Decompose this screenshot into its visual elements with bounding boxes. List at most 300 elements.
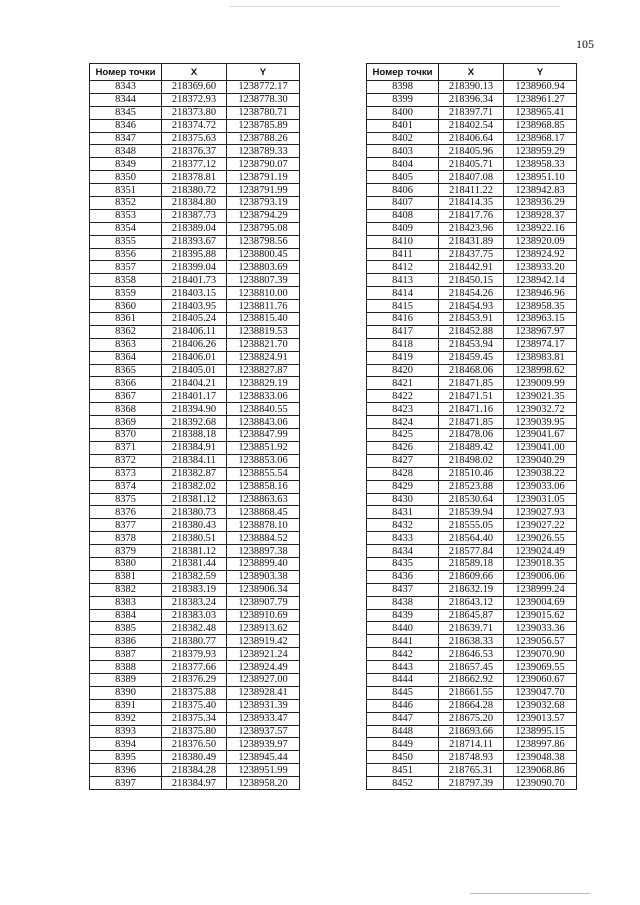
- x-coordinate-cell: 218401.17: [162, 390, 227, 403]
- point-number-cell: 8390: [90, 686, 162, 699]
- y-coordinate-cell: 1238951.10: [504, 171, 577, 184]
- point-number-cell: 8422: [367, 390, 439, 403]
- y-coordinate-cell: 1238939.97: [227, 738, 300, 751]
- table-row: [367, 274, 577, 287]
- point-number-cell: 8382: [90, 583, 162, 596]
- table-row: [90, 300, 300, 313]
- header-point-number: Номер точки: [90, 64, 162, 81]
- point-number-cell: 8428: [367, 467, 439, 480]
- table-row: [90, 158, 300, 171]
- table-row: [90, 81, 300, 94]
- point-number-cell: 8354: [90, 222, 162, 235]
- y-coordinate-cell: 1238810.00: [227, 287, 300, 300]
- point-number-cell: 8402: [367, 132, 439, 145]
- point-number-cell: 8381: [90, 570, 162, 583]
- y-coordinate-cell: 1238961.27: [504, 93, 577, 106]
- table-row: [367, 287, 577, 300]
- y-coordinate-cell: 1239060.67: [504, 673, 577, 686]
- table-row: [367, 480, 577, 493]
- x-coordinate-cell: 218397.71: [439, 106, 504, 119]
- table-row: [90, 338, 300, 351]
- table-row: [367, 403, 577, 416]
- table-header-row: [367, 64, 577, 81]
- x-coordinate-cell: 218638.33: [439, 635, 504, 648]
- y-coordinate-cell: 1239039.95: [504, 416, 577, 429]
- point-number-cell: 8446: [367, 699, 439, 712]
- table-row: [90, 661, 300, 674]
- x-coordinate-cell: 218384.97: [162, 777, 227, 790]
- point-number-cell: 8369: [90, 416, 162, 429]
- y-coordinate-cell: 1238919.42: [227, 635, 300, 648]
- table-row: [90, 184, 300, 197]
- table-row: [367, 132, 577, 145]
- point-number-cell: 8389: [90, 673, 162, 686]
- x-coordinate-cell: 218530.64: [439, 493, 504, 506]
- table-row: [367, 777, 577, 790]
- y-coordinate-cell: 1238878.10: [227, 519, 300, 532]
- scan-artifact-top: [230, 6, 560, 7]
- y-coordinate-cell: 1238995.15: [504, 725, 577, 738]
- y-coordinate-cell: 1238785.89: [227, 119, 300, 132]
- table-row: [367, 106, 577, 119]
- x-coordinate-cell: 218375.80: [162, 725, 227, 738]
- point-number-cell: 8405: [367, 171, 439, 184]
- y-coordinate-cell: 1238922.16: [504, 222, 577, 235]
- x-coordinate-cell: 218459.45: [439, 351, 504, 364]
- table-row: [90, 248, 300, 261]
- point-number-cell: 8420: [367, 364, 439, 377]
- point-number-cell: 8416: [367, 313, 439, 326]
- y-coordinate-cell: 1238803.69: [227, 261, 300, 274]
- point-number-cell: 8433: [367, 532, 439, 545]
- table-row: [90, 570, 300, 583]
- point-number-cell: 8430: [367, 493, 439, 506]
- x-coordinate-cell: 218489.42: [439, 441, 504, 454]
- point-number-cell: 8363: [90, 338, 162, 351]
- x-coordinate-cell: 218675.20: [439, 712, 504, 725]
- point-number-cell: 8412: [367, 261, 439, 274]
- table-row: [367, 673, 577, 686]
- point-number-cell: 8385: [90, 622, 162, 635]
- table-row: [367, 467, 577, 480]
- table-row: [90, 699, 300, 712]
- table-row: [367, 532, 577, 545]
- table-row: [367, 764, 577, 777]
- y-coordinate-cell: 1238793.19: [227, 197, 300, 210]
- table-row: [90, 596, 300, 609]
- point-number-cell: 8377: [90, 519, 162, 532]
- table-row: [367, 81, 577, 94]
- x-coordinate-cell: 218383.03: [162, 609, 227, 622]
- x-coordinate-cell: 218401.73: [162, 274, 227, 287]
- y-coordinate-cell: 1239048.38: [504, 751, 577, 764]
- point-number-cell: 8357: [90, 261, 162, 274]
- point-number-cell: 8403: [367, 145, 439, 158]
- y-coordinate-cell: 1238811.76: [227, 300, 300, 313]
- y-coordinate-cell: 1238815.40: [227, 313, 300, 326]
- point-number-cell: 8435: [367, 557, 439, 570]
- table-row: [90, 725, 300, 738]
- table-row: [367, 570, 577, 583]
- point-number-cell: 8350: [90, 171, 162, 184]
- table-row: [90, 545, 300, 558]
- table-row: [90, 777, 300, 790]
- y-coordinate-cell: 1238998.62: [504, 364, 577, 377]
- table-row: [90, 119, 300, 132]
- y-coordinate-cell: 1238855.54: [227, 467, 300, 480]
- y-coordinate-cell: 1238937.57: [227, 725, 300, 738]
- x-coordinate-cell: 218389.04: [162, 222, 227, 235]
- point-number-cell: 8442: [367, 648, 439, 661]
- point-number-cell: 8391: [90, 699, 162, 712]
- point-number-cell: 8388: [90, 661, 162, 674]
- x-coordinate-cell: 218645.87: [439, 609, 504, 622]
- point-number-cell: 8393: [90, 725, 162, 738]
- table-row: [90, 390, 300, 403]
- table-row: [367, 506, 577, 519]
- x-coordinate-cell: 218380.51: [162, 532, 227, 545]
- table-row: [367, 429, 577, 442]
- x-coordinate-cell: 218431.89: [439, 235, 504, 248]
- y-coordinate-cell: 1238884.52: [227, 532, 300, 545]
- y-coordinate-cell: 1239026.55: [504, 532, 577, 545]
- table-row: [367, 738, 577, 751]
- table-row: [90, 622, 300, 635]
- header-x: X: [439, 64, 504, 81]
- table-row: [90, 93, 300, 106]
- table-row: [90, 287, 300, 300]
- x-coordinate-cell: 218392.68: [162, 416, 227, 429]
- y-coordinate-cell: 1239041.67: [504, 429, 577, 442]
- x-coordinate-cell: 218382.02: [162, 480, 227, 493]
- point-number-cell: 8414: [367, 287, 439, 300]
- x-coordinate-cell: 218399.04: [162, 261, 227, 274]
- y-coordinate-cell: 1238819.53: [227, 325, 300, 338]
- x-coordinate-cell: 218403.15: [162, 287, 227, 300]
- y-coordinate-cell: 1238824.91: [227, 351, 300, 364]
- table-row: [367, 635, 577, 648]
- y-coordinate-cell: 1238897.38: [227, 545, 300, 558]
- x-coordinate-cell: 218382.59: [162, 570, 227, 583]
- table-row: [90, 145, 300, 158]
- x-coordinate-cell: 218381.44: [162, 557, 227, 570]
- x-coordinate-cell: 218748.93: [439, 751, 504, 764]
- point-number-cell: 8447: [367, 712, 439, 725]
- y-coordinate-cell: 1239004.69: [504, 596, 577, 609]
- table-row: [367, 661, 577, 674]
- x-coordinate-cell: 218589.18: [439, 557, 504, 570]
- y-coordinate-cell: 1238772.17: [227, 81, 300, 94]
- y-coordinate-cell: 1238959.29: [504, 145, 577, 158]
- point-number-cell: 8344: [90, 93, 162, 106]
- header-point-number: Номер точки: [367, 64, 439, 81]
- point-number-cell: 8365: [90, 364, 162, 377]
- point-number-cell: 8361: [90, 313, 162, 326]
- y-coordinate-cell: 1238853.06: [227, 454, 300, 467]
- x-coordinate-cell: 218404.21: [162, 377, 227, 390]
- x-coordinate-cell: 218661.55: [439, 686, 504, 699]
- x-coordinate-cell: 218632.19: [439, 583, 504, 596]
- point-number-cell: 8436: [367, 570, 439, 583]
- x-coordinate-cell: 218454.26: [439, 287, 504, 300]
- coordinates-table-right: [366, 63, 577, 790]
- point-number-cell: 8409: [367, 222, 439, 235]
- table-row: [90, 132, 300, 145]
- point-number-cell: 8417: [367, 325, 439, 338]
- point-number-cell: 8426: [367, 441, 439, 454]
- x-coordinate-cell: 218714.11: [439, 738, 504, 751]
- table-row: [90, 583, 300, 596]
- table-row: [90, 171, 300, 184]
- y-coordinate-cell: 1238821.70: [227, 338, 300, 351]
- point-number-cell: 8380: [90, 557, 162, 570]
- y-coordinate-cell: 1238968.17: [504, 132, 577, 145]
- table-row: [90, 313, 300, 326]
- point-number-cell: 8411: [367, 248, 439, 261]
- x-coordinate-cell: 218377.66: [162, 661, 227, 674]
- y-coordinate-cell: 1239009.99: [504, 377, 577, 390]
- table-row: [367, 648, 577, 661]
- point-number-cell: 8407: [367, 197, 439, 210]
- x-coordinate-cell: 218657.45: [439, 661, 504, 674]
- x-coordinate-cell: 218373.80: [162, 106, 227, 119]
- x-coordinate-cell: 218384.91: [162, 441, 227, 454]
- point-number-cell: 8410: [367, 235, 439, 248]
- x-coordinate-cell: 218662.92: [439, 673, 504, 686]
- x-coordinate-cell: 218380.72: [162, 184, 227, 197]
- table-row: [90, 222, 300, 235]
- table-row: [367, 609, 577, 622]
- y-coordinate-cell: 1238921.24: [227, 648, 300, 661]
- table-row: [90, 441, 300, 454]
- point-number-cell: 8396: [90, 764, 162, 777]
- table-row: [367, 171, 577, 184]
- table-row: [367, 583, 577, 596]
- point-number-cell: 8399: [367, 93, 439, 106]
- y-coordinate-cell: 1239038.22: [504, 467, 577, 480]
- x-coordinate-cell: 218437.75: [439, 248, 504, 261]
- header-y: Y: [227, 64, 300, 81]
- x-coordinate-cell: 218664.28: [439, 699, 504, 712]
- y-coordinate-cell: 1238790.07: [227, 158, 300, 171]
- y-coordinate-cell: 1238847.99: [227, 429, 300, 442]
- x-coordinate-cell: 218478.06: [439, 429, 504, 442]
- x-coordinate-cell: 218390.13: [439, 81, 504, 94]
- point-number-cell: 8427: [367, 454, 439, 467]
- x-coordinate-cell: 218564.40: [439, 532, 504, 545]
- y-coordinate-cell: 1238933.20: [504, 261, 577, 274]
- point-number-cell: 8352: [90, 197, 162, 210]
- x-coordinate-cell: 218406.26: [162, 338, 227, 351]
- x-coordinate-cell: 218376.29: [162, 673, 227, 686]
- y-coordinate-cell: 1238958.33: [504, 158, 577, 171]
- table-row: [367, 184, 577, 197]
- x-coordinate-cell: 218454.93: [439, 300, 504, 313]
- table-row: [90, 609, 300, 622]
- x-coordinate-cell: 218396.34: [439, 93, 504, 106]
- table-row: [90, 416, 300, 429]
- point-number-cell: 8423: [367, 403, 439, 416]
- point-number-cell: 8374: [90, 480, 162, 493]
- table-row: [90, 519, 300, 532]
- table-row: [367, 313, 577, 326]
- x-coordinate-cell: 218471.85: [439, 416, 504, 429]
- y-coordinate-cell: 1238906.34: [227, 583, 300, 596]
- x-coordinate-cell: 218693.66: [439, 725, 504, 738]
- x-coordinate-cell: 218406.11: [162, 325, 227, 338]
- y-coordinate-cell: 1239032.72: [504, 403, 577, 416]
- table-row: [367, 545, 577, 558]
- x-coordinate-cell: 218523.88: [439, 480, 504, 493]
- x-coordinate-cell: 218471.16: [439, 403, 504, 416]
- table-row: [367, 596, 577, 609]
- x-coordinate-cell: 218384.11: [162, 454, 227, 467]
- x-coordinate-cell: 218407.08: [439, 171, 504, 184]
- point-number-cell: 8449: [367, 738, 439, 751]
- point-number-cell: 8448: [367, 725, 439, 738]
- x-coordinate-cell: 218471.51: [439, 390, 504, 403]
- x-coordinate-cell: 218539.94: [439, 506, 504, 519]
- point-number-cell: 8394: [90, 738, 162, 751]
- y-coordinate-cell: 1239068.86: [504, 764, 577, 777]
- y-coordinate-cell: 1239031.05: [504, 493, 577, 506]
- x-coordinate-cell: 218382.48: [162, 622, 227, 635]
- table-row: [367, 261, 577, 274]
- table-row: [367, 300, 577, 313]
- header-x: X: [162, 64, 227, 81]
- x-coordinate-cell: 218406.64: [439, 132, 504, 145]
- table-row: [90, 325, 300, 338]
- table-row: [367, 686, 577, 699]
- table-row: [90, 493, 300, 506]
- y-coordinate-cell: 1239040.29: [504, 454, 577, 467]
- point-number-cell: 8421: [367, 377, 439, 390]
- x-coordinate-cell: 218382.87: [162, 467, 227, 480]
- point-number-cell: 8418: [367, 338, 439, 351]
- table-row: [367, 209, 577, 222]
- table-row: [90, 364, 300, 377]
- x-coordinate-cell: 218405.01: [162, 364, 227, 377]
- point-number-cell: 8424: [367, 416, 439, 429]
- x-coordinate-cell: 218450.15: [439, 274, 504, 287]
- x-coordinate-cell: 218405.71: [439, 158, 504, 171]
- point-number-cell: 8408: [367, 209, 439, 222]
- table-row: [367, 119, 577, 132]
- point-number-cell: 8343: [90, 81, 162, 94]
- table-row: [367, 493, 577, 506]
- table-row: [367, 390, 577, 403]
- y-coordinate-cell: 1238946.96: [504, 287, 577, 300]
- point-number-cell: 8452: [367, 777, 439, 790]
- table-header-row: [90, 64, 300, 81]
- x-coordinate-cell: 218405.96: [439, 145, 504, 158]
- y-coordinate-cell: 1238924.92: [504, 248, 577, 261]
- x-coordinate-cell: 218369.60: [162, 81, 227, 94]
- table-row: [90, 209, 300, 222]
- table-row: [90, 686, 300, 699]
- table-row: [367, 751, 577, 764]
- y-coordinate-cell: 1238899.40: [227, 557, 300, 570]
- table-row: [367, 712, 577, 725]
- x-coordinate-cell: 218387.73: [162, 209, 227, 222]
- table-row: [367, 158, 577, 171]
- x-coordinate-cell: 218510.46: [439, 467, 504, 480]
- point-number-cell: 8431: [367, 506, 439, 519]
- y-coordinate-cell: 1239056.57: [504, 635, 577, 648]
- x-coordinate-cell: 218414.35: [439, 197, 504, 210]
- y-coordinate-cell: 1239013.57: [504, 712, 577, 725]
- x-coordinate-cell: 218402.54: [439, 119, 504, 132]
- point-number-cell: 8356: [90, 248, 162, 261]
- point-number-cell: 8359: [90, 287, 162, 300]
- y-coordinate-cell: 1238927.00: [227, 673, 300, 686]
- point-number-cell: 8384: [90, 609, 162, 622]
- point-number-cell: 8437: [367, 583, 439, 596]
- point-number-cell: 8392: [90, 712, 162, 725]
- point-number-cell: 8443: [367, 661, 439, 674]
- point-number-cell: 8346: [90, 119, 162, 132]
- y-coordinate-cell: 1238928.41: [227, 686, 300, 699]
- table-row: [367, 519, 577, 532]
- y-coordinate-cell: 1238907.79: [227, 596, 300, 609]
- table-row: [90, 403, 300, 416]
- point-number-cell: 8395: [90, 751, 162, 764]
- y-coordinate-cell: 1238974.17: [504, 338, 577, 351]
- y-coordinate-cell: 1238931.39: [227, 699, 300, 712]
- y-coordinate-cell: 1238936.29: [504, 197, 577, 210]
- y-coordinate-cell: 1238968.85: [504, 119, 577, 132]
- x-coordinate-cell: 218376.50: [162, 738, 227, 751]
- point-number-cell: 8397: [90, 777, 162, 790]
- point-number-cell: 8370: [90, 429, 162, 442]
- table-row: [90, 377, 300, 390]
- x-coordinate-cell: 218797.39: [439, 777, 504, 790]
- point-number-cell: 8383: [90, 596, 162, 609]
- x-coordinate-cell: 218452.88: [439, 325, 504, 338]
- point-number-cell: 8404: [367, 158, 439, 171]
- x-coordinate-cell: 218395.88: [162, 248, 227, 261]
- x-coordinate-cell: 218453.94: [439, 338, 504, 351]
- y-coordinate-cell: 1238800.45: [227, 248, 300, 261]
- x-coordinate-cell: 218380.49: [162, 751, 227, 764]
- y-coordinate-cell: 1239033.36: [504, 622, 577, 635]
- x-coordinate-cell: 218393.67: [162, 235, 227, 248]
- y-coordinate-cell: 1239027.22: [504, 519, 577, 532]
- y-coordinate-cell: 1239018.35: [504, 557, 577, 570]
- y-coordinate-cell: 1238960.94: [504, 81, 577, 94]
- y-coordinate-cell: 1238840.55: [227, 403, 300, 416]
- x-coordinate-cell: 218381.12: [162, 545, 227, 558]
- table-row: [367, 248, 577, 261]
- point-number-cell: 8368: [90, 403, 162, 416]
- x-coordinate-cell: 218403.95: [162, 300, 227, 313]
- x-coordinate-cell: 218646.53: [439, 648, 504, 661]
- table-row: [367, 351, 577, 364]
- x-coordinate-cell: 218643.12: [439, 596, 504, 609]
- y-coordinate-cell: 1238807.39: [227, 274, 300, 287]
- y-coordinate-cell: 1238967.97: [504, 325, 577, 338]
- table-row: [90, 738, 300, 751]
- y-coordinate-cell: 1239032.68: [504, 699, 577, 712]
- y-coordinate-cell: 1238827.87: [227, 364, 300, 377]
- table-row: [367, 364, 577, 377]
- x-coordinate-cell: 218406.01: [162, 351, 227, 364]
- y-coordinate-cell: 1239021.35: [504, 390, 577, 403]
- table-row: [367, 325, 577, 338]
- x-coordinate-cell: 218442.91: [439, 261, 504, 274]
- point-number-cell: 8406: [367, 184, 439, 197]
- x-coordinate-cell: 218374.72: [162, 119, 227, 132]
